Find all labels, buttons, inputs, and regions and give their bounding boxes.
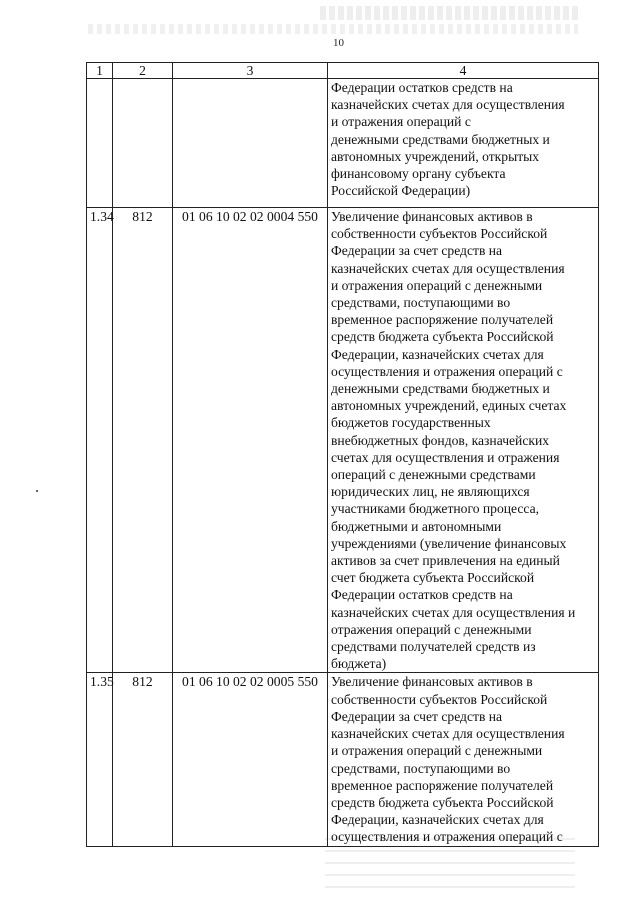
description-line: средствами, поступающими во bbox=[331, 295, 511, 311]
description-cell bbox=[328, 673, 599, 846]
classification-code bbox=[173, 79, 328, 208]
description-line: средствами, поступающими во bbox=[331, 760, 511, 776]
table-row bbox=[87, 673, 599, 846]
description-line: участниками бюджетного процесса, bbox=[331, 501, 540, 517]
description-line: временное распоряжение получателей bbox=[331, 777, 554, 793]
description-line: Увеличение финансовых активов в bbox=[331, 674, 533, 690]
description-line: средств бюджета субъекта Российской bbox=[331, 329, 554, 345]
classification-code: 01 06 10 02 02 0005 550 bbox=[173, 673, 328, 846]
description-line: Федерации за счет средств на bbox=[331, 243, 503, 259]
description-line: Федерации остатков средств на bbox=[331, 80, 513, 95]
description-line: средств бюджета субъекта Российской bbox=[331, 794, 554, 810]
document-table bbox=[86, 62, 599, 847]
description-line: собственности субъектов Российской bbox=[331, 691, 548, 707]
description-line: временное распоряжение получателей bbox=[331, 312, 554, 328]
description-line: и отражения операций с денежными bbox=[331, 743, 543, 759]
scan-bleed-top bbox=[320, 6, 580, 20]
header-col-2: 2 bbox=[113, 63, 173, 79]
description-line: осуществления и отражения операций с bbox=[331, 363, 563, 379]
description-line: Федерации, казначейских счетах для bbox=[331, 812, 544, 828]
description-line: финансовому органу субъекта bbox=[331, 166, 506, 182]
description-line: операций с денежными средствами bbox=[331, 467, 536, 483]
description-line: казначейских счетах для осуществления bbox=[331, 726, 565, 742]
description-line: Федерации, казначейских счетах для bbox=[331, 346, 544, 362]
description-line: счет бюджета субъекта Российской bbox=[331, 570, 535, 586]
description-cell bbox=[328, 208, 599, 673]
table-header-row bbox=[87, 63, 599, 79]
description-line: денежными средствами бюджетных и bbox=[331, 131, 550, 147]
description-line: счетах для осуществления и отражения bbox=[331, 449, 560, 465]
row-number: 1.34 bbox=[87, 208, 113, 673]
header-col-4: 4 bbox=[328, 63, 599, 79]
description-line: бюджета) bbox=[331, 656, 387, 672]
description-line: активов за счет привлечения на единый bbox=[331, 553, 560, 569]
admin-code: 812 bbox=[113, 673, 173, 846]
description-line: автономных учреждений, единых счетах bbox=[331, 398, 567, 414]
description-line: собственности субъектов Российской bbox=[331, 226, 548, 242]
header-col-3: 3 bbox=[173, 63, 328, 79]
page-number: 10 bbox=[333, 37, 344, 49]
admin-code bbox=[113, 79, 173, 208]
description-line: Федерации остатков средств на bbox=[331, 587, 513, 603]
description-line: юридических лиц, не являющихся bbox=[331, 484, 530, 500]
description-line: отражения операций с денежными bbox=[331, 621, 532, 637]
classification-code: 01 06 10 02 02 0004 550 bbox=[173, 208, 328, 673]
description-line: и отражения операций с денежными bbox=[331, 277, 543, 293]
description-line: бюджетными и автономными bbox=[331, 518, 502, 534]
scan-speck bbox=[36, 490, 38, 492]
description-line: казначейских счетах для осуществления bbox=[331, 97, 565, 113]
description-line: казначейских счетах для осуществления bbox=[331, 260, 565, 276]
description-line: казначейских счетах для осуществления и bbox=[331, 604, 576, 620]
row-number bbox=[87, 79, 113, 208]
description-line: осуществления и отражения операций с bbox=[331, 829, 563, 845]
description-line: Российской Федерации) bbox=[331, 183, 471, 199]
admin-code: 812 bbox=[113, 208, 173, 673]
description-cell bbox=[328, 79, 599, 208]
description-line: бюджетов государственных bbox=[331, 415, 491, 431]
description-line: и отражения операций с bbox=[331, 114, 471, 130]
description-line: автономных учреждений, открытых bbox=[331, 148, 540, 164]
description-line: средствами получателей средств из bbox=[331, 639, 536, 655]
row-number: 1.35 bbox=[87, 673, 113, 846]
description-line: денежными средствами бюджетных и bbox=[331, 381, 550, 397]
scan-bleed-top-2 bbox=[88, 24, 578, 34]
table-row bbox=[87, 79, 599, 208]
header-col-1: 1 bbox=[87, 63, 113, 79]
description-line: учреждениями (увеличение финансовых bbox=[331, 535, 567, 551]
table-row bbox=[87, 208, 599, 673]
description-line: Увеличение финансовых активов в bbox=[331, 209, 533, 224]
description-line: внебюджетных фондов, казначейских bbox=[331, 432, 550, 448]
description-line: Федерации за счет средств на bbox=[331, 708, 503, 724]
